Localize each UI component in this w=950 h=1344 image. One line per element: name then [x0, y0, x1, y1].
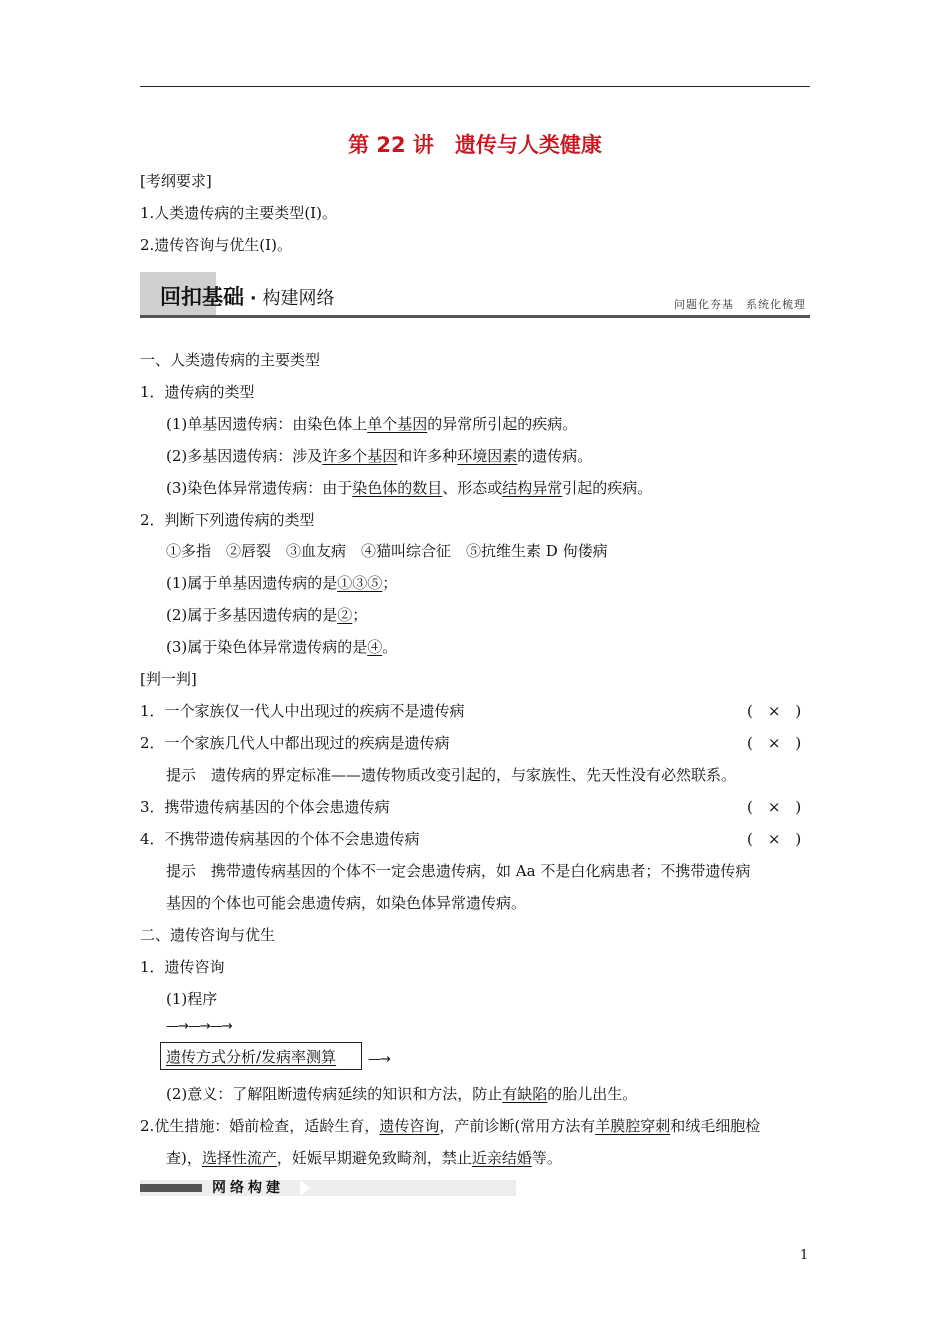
- judge-mark: ( × ): [747, 702, 802, 720]
- answer-line: (1)属于单基因遗传病的是①③⑤；: [166, 574, 398, 592]
- answer-blank: 染色体的数目: [352, 479, 443, 497]
- answer-blank: 结构异常: [502, 479, 563, 497]
- answer-line: (3)属于染色体异常遗传病的是④。: [166, 638, 398, 656]
- banner-title: 回扣基础 · 构建网络: [160, 285, 335, 309]
- measures-line: 查)，选择性流产，妊娠早期避免致畸剂，禁止近亲结婚等。: [166, 1149, 562, 1167]
- flow-arrow-after: —→: [368, 1052, 390, 1067]
- requirement-item: 2.遗传咨询与优生(Ⅰ)。: [140, 236, 292, 254]
- chromosome-line: (3)染色体异常遗传病：由于染色体的数目、形态或结构异常引起的疾病。: [166, 479, 653, 497]
- hint-text: 提示 遗传病的界定标准——遗传物质改变引起的，与家族性、先天性没有必然联系。: [166, 766, 737, 784]
- judge-item: 4．不携带遗传病基因的个体不会患遗传病: [140, 830, 420, 848]
- network-banner-bar: [140, 1184, 202, 1192]
- judge-item: 1．一个家族仅一代人中出现过的疾病不是遗传病: [140, 702, 465, 720]
- answer-blank: 单个基因: [367, 415, 428, 433]
- banner-subtitle: 问题化夯基 系统化梳理: [674, 298, 806, 311]
- part2-q1-title: 1．遗传咨询: [140, 958, 225, 976]
- disease-list: ①多指 ②唇裂 ③血友病 ④猫叫综合征 ⑤抗维生素 D 佝偻病: [166, 542, 608, 560]
- answer-blank: 选择性流产: [201, 1149, 277, 1167]
- answer-blank: 近亲结婚: [471, 1149, 532, 1167]
- hint-text: 基因的个体也可能会患遗传病，如染色体异常遗传病。: [166, 894, 527, 912]
- judge-mark: ( × ): [747, 734, 802, 752]
- answer-blank: ②: [337, 606, 353, 624]
- judge-mark: ( × ): [747, 830, 802, 848]
- part1-heading: 一、人类遗传病的主要类型: [140, 351, 321, 369]
- answer-blank: 许多个基因: [322, 447, 398, 465]
- measures-line: 2.优生措施：婚前检查，适龄生育，遗传咨询，产前诊断(常用方法有羊膜腔穿刺和绒毛细胞检: [140, 1117, 761, 1135]
- answer-blank: 环境因素: [457, 447, 518, 465]
- judge-mark: ( × ): [747, 798, 802, 816]
- network-banner-label: 网络构建: [212, 1180, 284, 1196]
- answer-blank: 遗传咨询: [379, 1117, 440, 1135]
- chevron-right-icon: [300, 1180, 310, 1196]
- hint-text: 提示 携带遗传病基因的个体不一定会患遗传病，如 Aa 不是白化病患者；不携带遗传病: [166, 862, 751, 880]
- requirements-heading: [考纲要求]: [140, 172, 212, 190]
- part1-q2-title: 2．判断下列遗传病的类型: [140, 511, 315, 529]
- answer-line: (2)属于多基因遗传病的是②；: [166, 606, 368, 624]
- answer-blank: 有缺陷: [502, 1085, 548, 1103]
- multi-gene-line: (2)多基因遗传病：涉及许多个基因和许多种环境因素的遗传病。: [166, 447, 593, 465]
- single-gene-line: (1)单基因遗传病：由染色体上单个基因的异常所引起的疾病。: [166, 415, 578, 433]
- section-banner: [140, 272, 810, 318]
- answer-blank: ④: [367, 638, 383, 656]
- answer-blank: 羊膜腔穿刺: [595, 1117, 671, 1135]
- page-title: 第 22 讲 遗传与人类健康: [348, 133, 602, 157]
- judge-heading: [判一判]: [140, 670, 197, 688]
- flow-arrows: —→—→—→: [166, 1019, 232, 1034]
- banner-rule: [140, 315, 810, 318]
- requirement-item: 1.人类遗传病的主要类型(Ⅰ)。: [140, 204, 337, 222]
- part1-q1-title: 1．遗传病的类型: [140, 383, 255, 401]
- header-rule: [140, 86, 810, 87]
- procedure-label: (1)程序: [166, 990, 218, 1008]
- answer-blank: ①③⑤: [337, 574, 383, 592]
- meaning-line: (2)意义：了解阻断遗传病延续的知识和方法，防止有缺陷的胎儿出生。: [166, 1085, 638, 1103]
- page-number: 1: [800, 1248, 809, 1263]
- part2-heading: 二、遗传咨询与优生: [140, 926, 276, 944]
- judge-item: 2．一个家族几代人中都出现过的疾病是遗传病: [140, 734, 450, 752]
- judge-item: 3．携带遗传病基因的个体会患遗传病: [140, 798, 390, 816]
- flow-box-text: 遗传方式分析/发病率测算: [166, 1048, 337, 1066]
